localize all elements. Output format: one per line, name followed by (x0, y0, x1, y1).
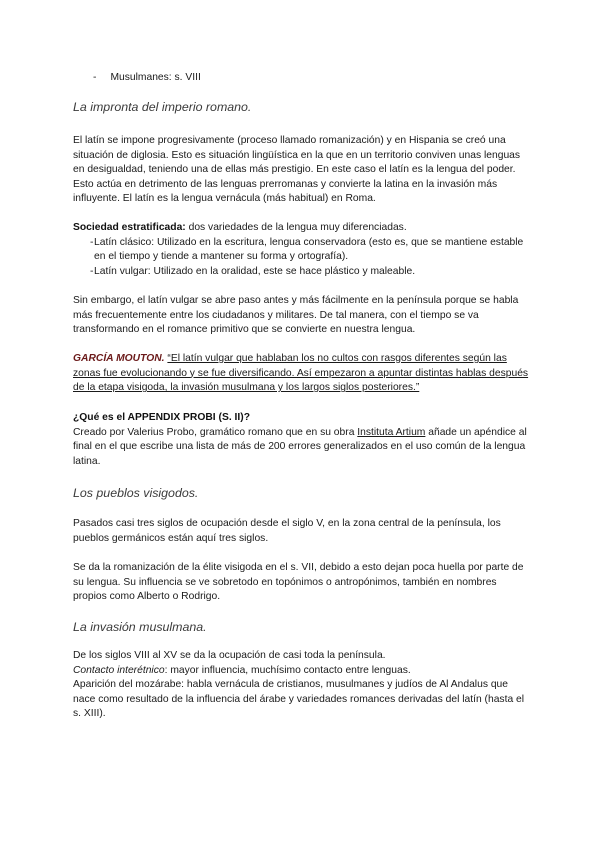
appendix-block (73, 411, 529, 469)
paragraph-vulgar-latin: Sin embargo, el latín vulgar se abre paso antes y más fácilmente en la península porque se habla más frecuentemente entre los ciudadanos y militares. De tal manera, con el tiempo se va transformando en el romance primitivo que se convierte en nuestra lengua. (73, 295, 519, 336)
paragraph-visigoths-1: Pasados casi tres siglos de ocupación desde el siglo V, en la zona central de la península, los pueblos germánicos están aquí tres siglos. (73, 518, 501, 544)
instituta-artium-link[interactable]: Instituta Artium (357, 426, 426, 438)
quote-block (73, 352, 529, 396)
heading-roman: La impronta del imperio romano. (73, 100, 252, 114)
appendix-question: ¿Qué es el APPENDIX PROBI (S. II)? (73, 412, 250, 423)
list-item-text: Latín clásico: Utilizado en la escritura, lengua conservadora (esto es, que se mantiene estable en el tiempo y tiende a mantener su forma y ortografía). (94, 236, 524, 263)
heading-muslim: La invasión musulmana. (73, 620, 207, 634)
paragraph-romanization: El latín se impone progresivamente (proceso llamado romanización) y en Hispania se creó una situación de diglosia. Esto es situación lingüística en la que en un territorio conviven unas lenguas en desigualdad, teniendo una de ellas más prestigio. En este caso el latín es la lengua del poder. Esto actúa en detrimento de las lenguas prerromanas y convierte la latina en la invasión más influyente. El latín es la lengua vernácula (más habitual) en Roma. (73, 135, 521, 205)
muslim-block (73, 649, 529, 722)
bullet-dash: - (90, 265, 94, 277)
society-block (73, 221, 529, 279)
society-line (73, 221, 529, 236)
appendix-text-before: Creado por Valerius Probo, gramático romano que en su obra (73, 426, 358, 438)
contact-label: Contacto interétnico (73, 664, 165, 676)
muslim-line-2 (73, 664, 529, 679)
appendix-text-after: añade un apéndice al final en el que escribe una lista de más de 200 errores generalizados en el uso común de la lengua latina. (73, 426, 527, 467)
contact-text: : mayor influencia, muchísimo contacto entre lenguas. (164, 664, 411, 676)
list-item (73, 265, 529, 280)
list-item (73, 236, 529, 265)
heading-visigoths: Los pueblos visigodos. (73, 486, 199, 500)
paragraph-visigoths-2: Se da la romanización de la élite visigoda en el s. VII, debido a esto dejan poca huella por parte de su lengua. Su influencia se ve sobretodo en topónimos o antropónimos, también en nombres propios como Alberto o Rodrigo. (73, 562, 524, 603)
top-bullet-text: Musulmanes: s. VIII (110, 72, 201, 83)
society-text: dos variedades de la lengua muy diferenciadas. (185, 222, 407, 233)
top-bullet (93, 71, 201, 86)
muslim-line-1: De los siglos VIII al XV se da la ocupación de casi toda la península. (73, 650, 386, 661)
muslim-line-3: Aparición del mozárabe: habla vernácula de cristianos, musulmanes y judíos de Al Andalus que nace como resultado de la influencia del árabe y variedades romances derivadas del latín (hasta el s. XIII). (73, 679, 525, 720)
appendix-text (73, 426, 529, 470)
bullet-dash: - (93, 72, 97, 83)
quote-text: “El latín vulgar que hablaban los no cultos con rasgos diferentes según las zonas fue evolucionando y se fue diversificando. Así empezaron a apuntar distintas hablas después de la etapa visigoda, la invasión musulmana y los largos siglos posteriores.” (73, 353, 529, 394)
society-label: Sociedad estratificada: (73, 222, 186, 233)
quote-author: GARCÍA MOUTON. (73, 353, 165, 364)
bullet-dash: - (90, 236, 94, 248)
list-item-text: Latín vulgar: Utilizado en la oralidad, este se hace plástico y maleable. (94, 265, 416, 277)
